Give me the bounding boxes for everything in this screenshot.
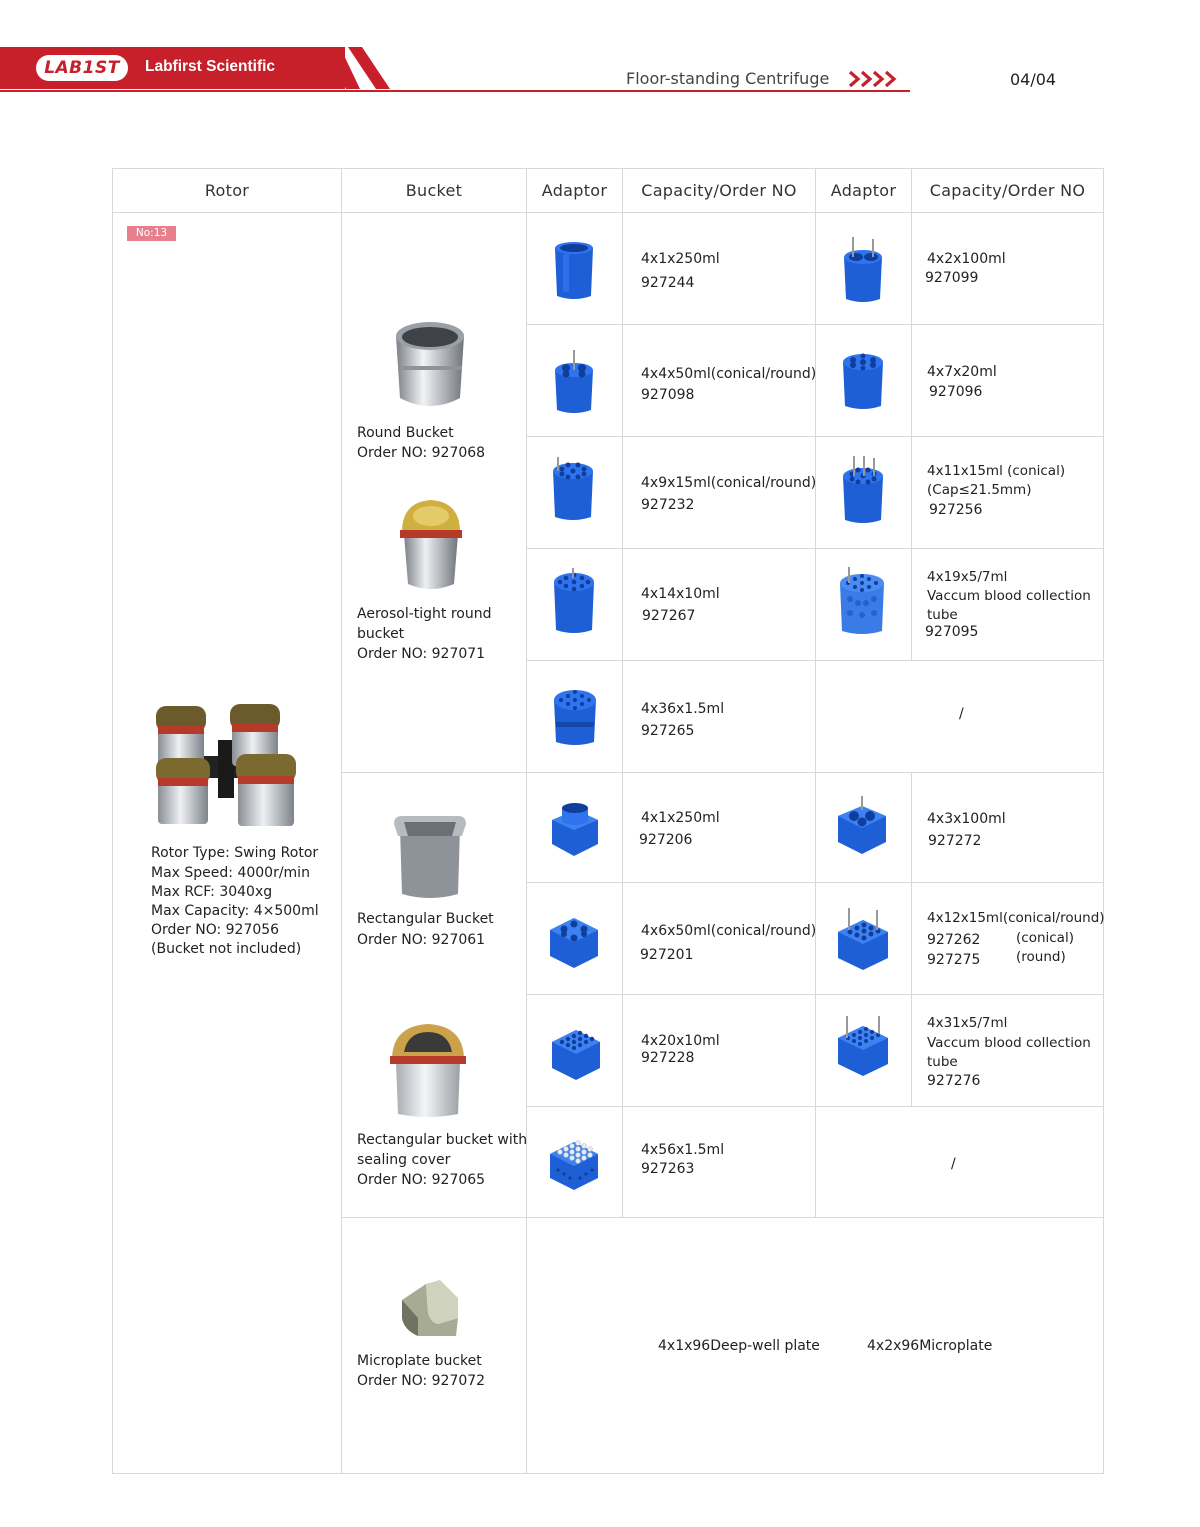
rotor-spec-rcf: Max RCF: 3040xg — [151, 884, 273, 900]
capacity-r5c1-line2: 927265 — [641, 723, 695, 739]
brand-logo: LAB1ST — [36, 55, 128, 81]
capacity-r7c2-line4: 927275 — [927, 952, 981, 968]
capacity-r6c1-line1: 4x1x250ml — [641, 810, 720, 826]
grid-line — [526, 324, 1104, 325]
grid-line — [526, 1106, 1104, 1107]
document-title: Floor-standing Centrifuge — [626, 69, 830, 88]
microplate-standard: 4x2x96Microplate — [867, 1338, 993, 1354]
capacity-r8c2-line1: 4x31x5/7ml — [927, 1015, 1008, 1031]
capacity-r2c1-line2: 927098 — [641, 387, 695, 403]
header-adaptor: Adaptor — [541, 181, 608, 200]
bucket-sealed-order: Order NO: 927065 — [357, 1172, 486, 1188]
grid-line — [526, 994, 1104, 995]
capacity-r2c2-line2: 927096 — [929, 384, 983, 400]
bucket-rect-name: Rectangular Bucket — [357, 911, 494, 927]
capacity-r8c2-line3: tube — [927, 1054, 958, 1070]
adaptor-square-56x1-5ml-image — [546, 1134, 602, 1194]
bucket-aerosol-name-2: bucket — [357, 626, 405, 642]
adaptor-square-1x250-image — [548, 800, 602, 858]
company-name: Labfirst Scientific — [145, 58, 276, 75]
capacity-r7c1-line1: 4x6x50ml(conical/round) — [641, 923, 817, 939]
grid-line — [341, 1217, 1104, 1218]
capacity-r4c1-line2: 927267 — [642, 608, 696, 624]
rotor-spec-type: Rotor Type: Swing Rotor — [151, 845, 319, 861]
header-rule — [0, 90, 910, 92]
adaptor-19x5-7ml-image — [836, 565, 888, 639]
capacity-r6c1-line2: 927206 — [639, 832, 693, 848]
capacity-r8c1-line1: 4x20x10ml — [641, 1033, 720, 1049]
rotor-number-badge: No:13 — [127, 226, 176, 241]
swing-rotor-image — [152, 700, 300, 832]
grid-line — [911, 772, 912, 1106]
capacity-r7c2-line1: 4x12x15ml(conical/round) — [927, 910, 1105, 926]
grid-line — [526, 660, 1104, 661]
capacity-r5c1-line1: 4x36x1.5ml — [641, 701, 725, 717]
capacity-r1c1-line1: 4x1x250ml — [641, 251, 720, 267]
capacity-r7c2-line5: (round) — [1016, 949, 1066, 965]
capacity-r4c2-line2: Vaccum blood collection — [927, 588, 1091, 604]
adaptor-9x15-round-image — [549, 455, 597, 525]
capacity-r3c2-line3: 927256 — [929, 502, 983, 518]
capacity-r6c2-line1: 4x3x100ml — [927, 811, 1006, 827]
adaptor-square-3x100-image — [834, 794, 890, 858]
capacity-r4c1-line1: 4x14x10ml — [641, 586, 720, 602]
rotor-spec-speed: Max Speed: 4000r/min — [151, 865, 310, 881]
bucket-aerosol-order: Order NO: 927071 — [357, 646, 486, 662]
adaptor-2x100-round-image — [840, 235, 886, 307]
grid-line — [112, 212, 1104, 213]
rotor-spec-capacity: Max Capacity: 4×500ml — [151, 903, 319, 919]
header-rotor: Rotor — [204, 181, 250, 200]
bucket-sealed-name: Rectangular bucket with — [357, 1132, 528, 1148]
capacity-r9c1-line1: 4x56x1.5ml — [641, 1142, 725, 1158]
chevrons-right-icon — [848, 70, 902, 88]
rotor-spec-order: Order NO: 927056 — [151, 922, 280, 938]
bucket-round-order: Order NO: 927068 — [357, 445, 486, 461]
rectangular-bucket-image — [390, 814, 470, 904]
capacity-r1c2-line2: 927099 — [925, 270, 979, 286]
aerosol-round-bucket-image — [396, 498, 466, 594]
adaptor-square-31x5-7ml-image — [834, 1014, 892, 1078]
capacity-r7c2-line3: (conical) — [1016, 930, 1074, 946]
adaptor-36x1-5ml-image — [550, 686, 600, 752]
adaptor-7x20-round-image — [839, 352, 887, 414]
bucket-microplate-name: Microplate bucket — [357, 1353, 482, 1369]
capacity-r7c2-line2: 927262 — [927, 932, 981, 948]
bucket-round-name: Round Bucket — [357, 425, 454, 441]
header-adaptor-2: Adaptor — [830, 181, 897, 200]
adaptor-11x15-conical-image — [839, 454, 887, 528]
header-slash-stripes — [326, 47, 392, 90]
bucket-microplate-order: Order NO: 927072 — [357, 1373, 486, 1389]
capacity-r6c2-line2: 927272 — [928, 833, 982, 849]
adaptor-14x10-round-image — [550, 566, 598, 638]
bucket-rect-order: Order NO: 927061 — [357, 932, 486, 948]
capacity-r3c2-line1: 4x11x15ml (conical) — [927, 463, 1066, 479]
grid-line — [341, 772, 1104, 773]
adaptor-4x50-round-image — [551, 348, 597, 418]
grid-line — [526, 436, 1104, 437]
capacity-r8c2-line2: Vaccum blood collection — [927, 1035, 1091, 1051]
header-capacity-2: Capacity/Order NO — [929, 181, 1086, 200]
grid-line — [911, 168, 912, 660]
adaptor-1x250-round-image — [551, 240, 597, 302]
capacity-r5c2-empty: / — [959, 706, 964, 722]
sealed-rectangular-bucket-image — [388, 1022, 468, 1120]
rotor-spec-note: (Bucket not included) — [151, 941, 302, 957]
grid-line — [815, 168, 816, 1217]
microplate-deep-well: 4x1x96Deep-well plate — [658, 1338, 820, 1354]
capacity-r2c2-line1: 4x7x20ml — [927, 364, 997, 380]
capacity-r2c1-line1: 4x4x50ml(conical/round) — [641, 366, 817, 382]
capacity-r8c2-line4: 927276 — [927, 1073, 981, 1089]
grid-line — [622, 168, 623, 1217]
capacity-r3c1-line1: 4x9x15ml(conical/round) — [641, 475, 817, 491]
header-capacity: Capacity/Order NO — [641, 181, 797, 200]
round-bucket-image — [390, 318, 470, 414]
adaptor-square-6x50-image — [546, 910, 602, 972]
capacity-r3c2-line2: (Cap≤21.5mm) — [927, 482, 1032, 498]
capacity-r4c2-line1: 4x19x5/7ml — [927, 569, 1008, 585]
grid-line — [526, 168, 527, 1474]
capacity-r7c1-line2: 927201 — [640, 947, 694, 963]
grid-line — [526, 548, 1104, 549]
capacity-r1c2-line1: 4x2x100ml — [927, 251, 1006, 267]
capacity-r4c2-line3: tube — [927, 607, 958, 623]
adaptor-square-12x15-image — [834, 906, 892, 974]
header-bucket: Bucket — [405, 181, 463, 200]
capacity-r3c1-line2: 927232 — [641, 497, 695, 513]
bucket-sealed-name-2: sealing cover — [357, 1152, 451, 1168]
page-number: 04/04 — [1010, 70, 1057, 89]
capacity-r1c1-line2: 927244 — [641, 275, 695, 291]
capacity-r4c2-line4: 927095 — [925, 624, 979, 640]
capacity-r9c2-empty: / — [951, 1156, 956, 1172]
capacity-r8c1-line2: 927228 — [641, 1050, 695, 1066]
adaptor-square-20x10-image — [548, 1024, 604, 1084]
bucket-aerosol-name: Aerosol-tight round — [357, 606, 492, 622]
capacity-r9c1-line2: 927263 — [641, 1161, 695, 1177]
grid-line — [526, 882, 1104, 883]
microplate-bucket-image — [398, 1278, 462, 1340]
grid-line — [341, 168, 342, 1474]
